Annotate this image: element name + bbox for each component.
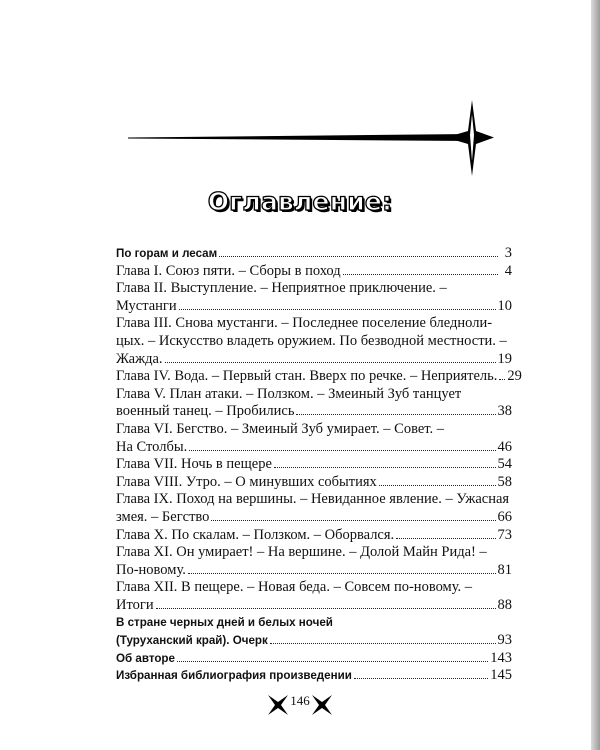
dot-leader: [156, 605, 496, 609]
toc-line: [116, 368, 522, 386]
toc-entry: [116, 527, 512, 545]
toc-entry-title: Мустанги: [116, 297, 177, 314]
toc-line: [116, 667, 512, 685]
toc-line: [116, 263, 512, 281]
toc-line: [116, 298, 512, 316]
toc-line: [116, 474, 512, 492]
toc-entry: [116, 650, 512, 668]
toc-entry-title: Глава VI. Бегство. – Змеиный Зуб умирает. – Совет. –: [116, 420, 445, 437]
toc-entry-title: Глава IV. Вода. – Первый стан. Вверх по речке. – Неприятель.: [116, 368, 498, 385]
toc-entry: [116, 667, 512, 685]
dot-leader: [274, 464, 496, 468]
toc-line: [116, 650, 512, 668]
toc-line: [116, 421, 512, 439]
cross-ornament-right-icon: [311, 694, 333, 716]
toc-page-number: 88: [497, 596, 512, 613]
toc-entry-title: Глава VIII. Утро. – О минувших событиях: [116, 473, 377, 490]
toc-entry: [116, 544, 512, 579]
toc-page-number: 3: [504, 245, 512, 261]
toc-entry-title: змея. – Бегство: [116, 508, 210, 525]
toc-entry: [116, 263, 512, 281]
page-footer: [0, 694, 600, 716]
toc-page-number: 46: [497, 438, 512, 455]
toc-entry-title: военный танец. – Пробились: [116, 403, 295, 420]
toc-line: [116, 509, 512, 527]
toc-entry: [116, 386, 512, 421]
toc-entry-title: Глава VII. Ночь в пещере: [116, 456, 272, 473]
toc-page-number: 143: [490, 649, 512, 666]
dot-leader: [343, 271, 498, 275]
toc-entry: [116, 456, 512, 474]
toc-page-number: 19: [497, 350, 512, 367]
toc-entry-title: По-новому.: [116, 561, 186, 578]
toc-entry: [116, 579, 512, 614]
toc-page-number: 81: [497, 561, 512, 578]
toc-entry-title: Жажда.: [116, 350, 163, 367]
dot-leader: [354, 675, 488, 679]
table-of-contents: [116, 245, 522, 685]
toc-line: [116, 614, 512, 632]
toc-entry: [116, 474, 512, 492]
toc-entry: [116, 315, 512, 368]
toc-line: [116, 579, 512, 597]
toc-line: [116, 439, 512, 457]
toc-page-number: 10: [497, 297, 512, 314]
dot-leader: [219, 253, 498, 257]
toc-entry-title: Глава XII. В пещере. – Новая беда. – Совсем по-новому. –: [116, 579, 473, 596]
page-edge: [591, 0, 600, 750]
toc-page-number: 145: [490, 667, 512, 684]
cross-ornament-left-icon: [267, 694, 289, 716]
toc-line: [116, 351, 512, 369]
toc-entry-title: Глава II. Выступление. – Неприятное приключение. –: [116, 280, 447, 297]
toc-line: [116, 544, 512, 562]
toc-entry-title: Глава XI. Он умирает! – На вершине. – Долой Майн Рида! –: [116, 544, 487, 561]
dot-leader: [396, 535, 495, 539]
toc-entry-title: Об авторе: [116, 651, 175, 665]
toc-page-number: 54: [497, 456, 512, 473]
toc-line: [116, 315, 512, 333]
toc-page-number: 58: [497, 473, 512, 490]
toc-line: [116, 456, 512, 474]
toc-line: [116, 245, 512, 263]
dot-leader: [188, 570, 496, 574]
toc-page-number: 4: [504, 262, 512, 279]
toc-entry-title: Глава III. Снова мустанги. – Последнее поселение бледноли-: [116, 315, 493, 332]
toc-entry: [116, 368, 522, 386]
toc-line: [116, 562, 512, 580]
dot-leader: [179, 306, 496, 310]
toc-line: [116, 280, 512, 298]
toc-page-number: 38: [497, 403, 512, 420]
dot-leader: [165, 359, 496, 363]
toc-line: [116, 333, 512, 351]
toc-page-number: 73: [497, 526, 512, 543]
toc-entry-title: Глава IX. Поход на вершины. – Невиданное явление. – Ужасная: [116, 491, 510, 508]
toc-line: [116, 491, 512, 509]
toc-entry: [116, 280, 512, 315]
toc-entry-title: Глава X. По скалам. – Ползком. – Оборвался.: [116, 526, 395, 543]
toc-entry-title: На Столбы.: [116, 438, 188, 455]
dot-leader: [211, 517, 495, 521]
toc-entry-title: Итоги: [116, 596, 154, 613]
dot-leader: [379, 482, 496, 486]
toc-entry: [116, 421, 512, 456]
toc-entry-title: В стране черных дней и белых ночей: [116, 616, 333, 630]
dot-leader: [296, 411, 495, 415]
star-ornament-icon: [128, 98, 494, 178]
dot-leader: [189, 447, 495, 451]
toc-page-number: 93: [497, 632, 512, 649]
toc-line: [116, 527, 512, 545]
toc-line: [116, 632, 512, 650]
toc-page-number: 66: [497, 508, 512, 525]
page-number: 146: [290, 693, 310, 708]
toc-entry-title: Избранная библиография произведении: [116, 669, 352, 683]
toc-entry-title: По горам и лесам: [116, 247, 218, 260]
toc-entry-title: (Туруханский край). Очерк: [116, 634, 268, 648]
toc-line: [116, 403, 512, 421]
dot-leader: [499, 376, 505, 380]
toc-entry-title: Глава V. План атаки. – Ползком. – Змеиный Зуб танцует: [116, 385, 462, 402]
toc-line: [116, 386, 512, 404]
toc-heading: Оглавление:: [207, 187, 393, 216]
dot-leader: [270, 640, 496, 644]
toc-entry: [116, 491, 512, 526]
toc-entry: [116, 245, 512, 263]
dot-leader: [177, 658, 488, 662]
toc-entry-title: Глава I. Союз пяти. – Сборы в поход: [116, 262, 341, 279]
toc-entry-title: цых. – Искусство владеть оружием. По безводной местности. –: [116, 332, 507, 349]
toc-line: [116, 597, 512, 615]
toc-page-number: 29: [507, 368, 522, 385]
toc-entry: [116, 614, 512, 649]
